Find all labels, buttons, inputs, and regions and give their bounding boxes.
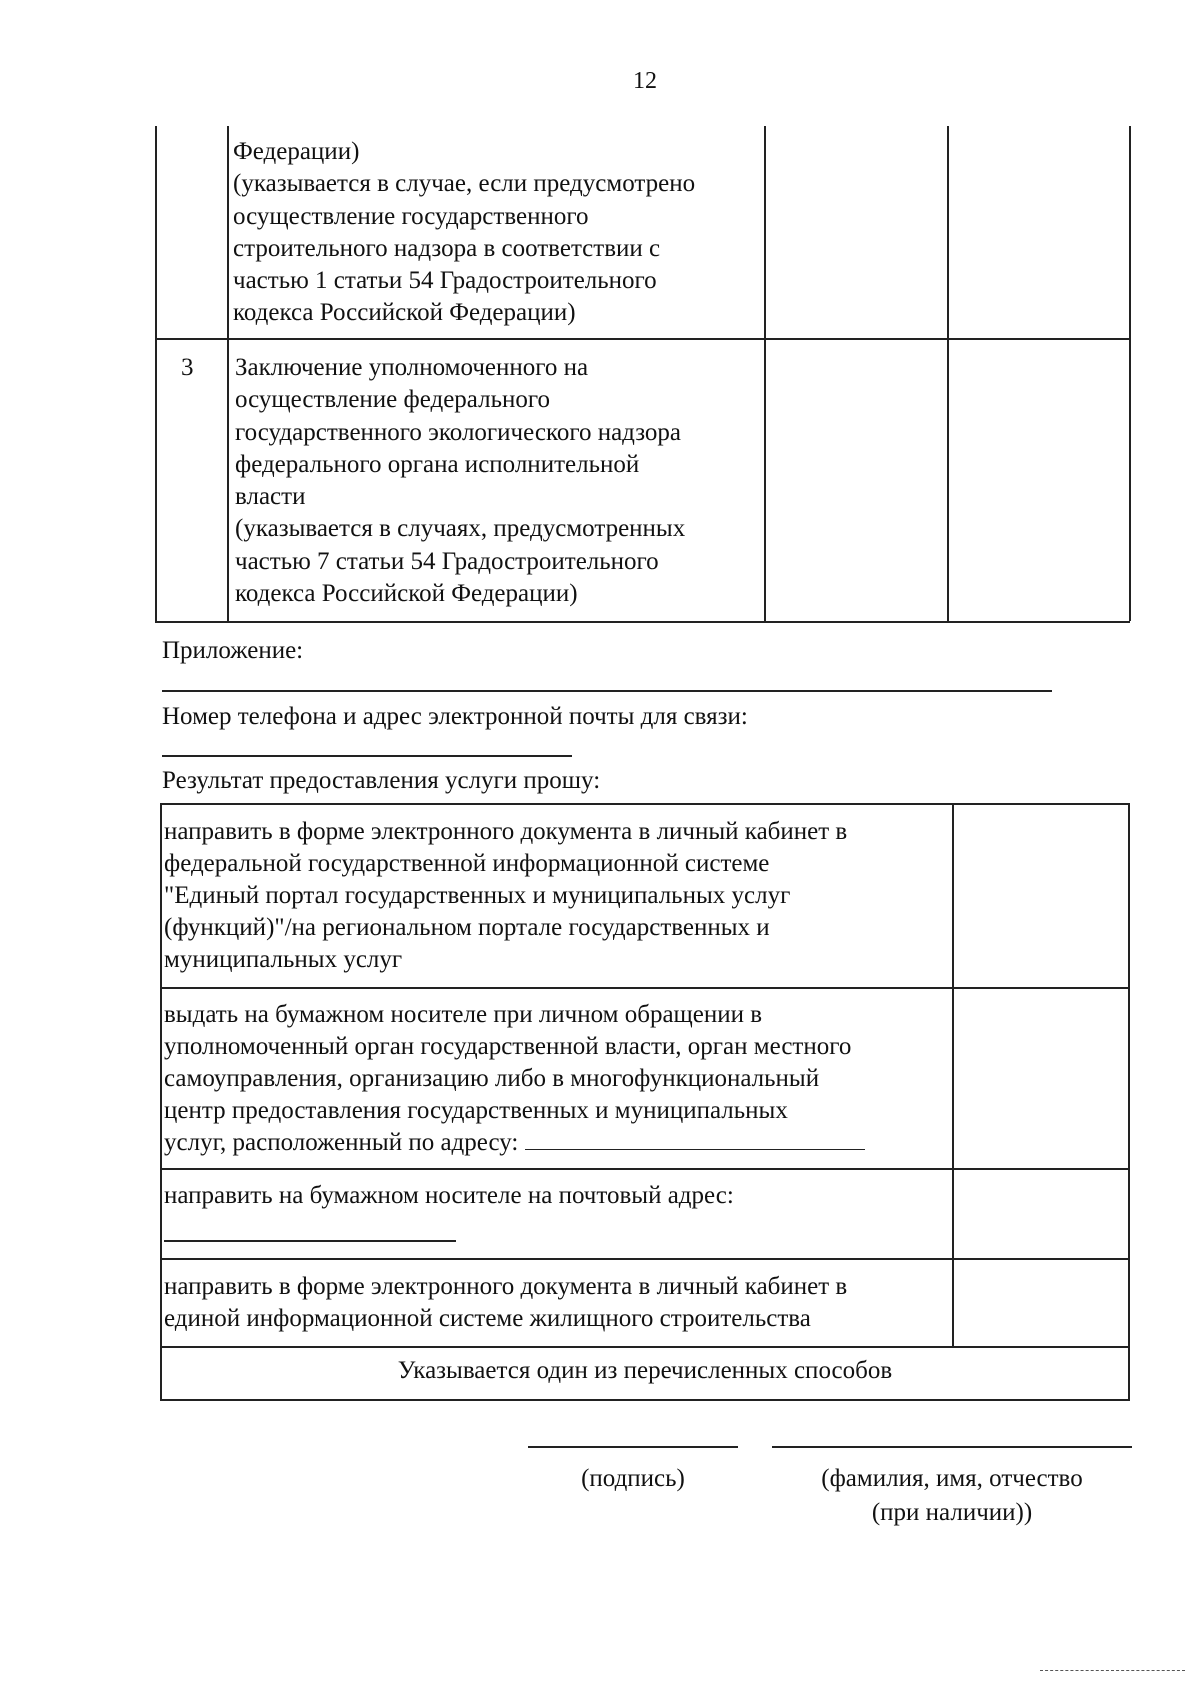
options-border-bottom — [160, 1399, 1130, 1401]
option-paper-in-person-checkbox[interactable] — [953, 989, 1128, 1168]
result-label: Результат предоставления услуги прошу: — [162, 767, 601, 794]
option-electronic-eisgs: направить в форме электронного документа в личный кабинет в единой информационной системе жилищного строительства — [164, 1273, 848, 1332]
address-field-line[interactable] — [525, 1127, 865, 1150]
table-divider-col4 — [947, 126, 949, 621]
option-electronic-gosuslugi: направить в форме электронного документа в личный кабинет в федеральной государственной информационной системе "Единый портал государственных и муниципальных услуг (функций)"/на региональном портале государственных и муниципальных услуг — [164, 818, 848, 973]
top-table — [155, 126, 1130, 622]
contact-field-line[interactable] — [162, 755, 572, 757]
table-row-divider — [155, 338, 1130, 340]
options-border-right — [1128, 803, 1130, 1400]
table-border-bottom — [155, 621, 1130, 623]
signature-line[interactable] — [528, 1446, 738, 1448]
table-divider-num — [227, 126, 229, 621]
page-number: 12 — [633, 68, 657, 94]
full-name-line[interactable] — [772, 1446, 1132, 1448]
option-paper-in-person: выдать на бумажном носителе при личном обращении в уполномоченный орган государственной власти, орган местного самоуправления, организацию либо в многофункциональный центр предоставления государственных и муниципальных услуг, расположенный по адресу: — [164, 999, 954, 1159]
attachment-label: Приложение: — [162, 637, 304, 664]
options-note: Указывается один из перечисленных способов — [397, 1357, 893, 1384]
full-name-caption: (фамилия, имя, отчество (при наличии)) — [821, 1465, 1083, 1526]
table-border-right — [1129, 126, 1131, 621]
option-electronic-eisgs-checkbox[interactable] — [953, 1260, 1128, 1346]
table-row-2-number: 3 — [181, 354, 194, 381]
attachment-field-line[interactable] — [162, 690, 1052, 692]
delivery-options-table — [160, 803, 1130, 1401]
option-paper-by-mail: направить на бумажном носителе на почтовый адрес: — [164, 1182, 734, 1209]
table-row-2-text: Заключение уполномоченного на осуществление федерального государственного экологического надзора федерального органа исполнительной власти (указывается в случаях, предусмотренных частью 7 статьи 54 Градостроительного кодекса Российской Федерации) — [235, 354, 686, 608]
option-paper-by-mail-checkbox[interactable] — [953, 1170, 1128, 1258]
option-electronic-gosuslugi-checkbox[interactable] — [953, 805, 1128, 987]
scan-artifact — [1040, 1670, 1185, 1672]
signature-caption: (подпись) — [581, 1465, 685, 1492]
postal-address-field-line[interactable] — [164, 1240, 456, 1242]
table-border-left — [155, 126, 157, 621]
options-border-left — [160, 803, 162, 1400]
contact-label: Номер телефона и адрес электронной почты для связи: — [162, 703, 748, 730]
table-row-1-text: Федерации) (указывается в случае, если предусмотрено осуществление государственного строительного надзора в соответствии с частью 1 статьи 54 Градостроительного кодекса Российской Федерации) — [233, 138, 696, 327]
options-row-divider-4 — [160, 1346, 1130, 1348]
